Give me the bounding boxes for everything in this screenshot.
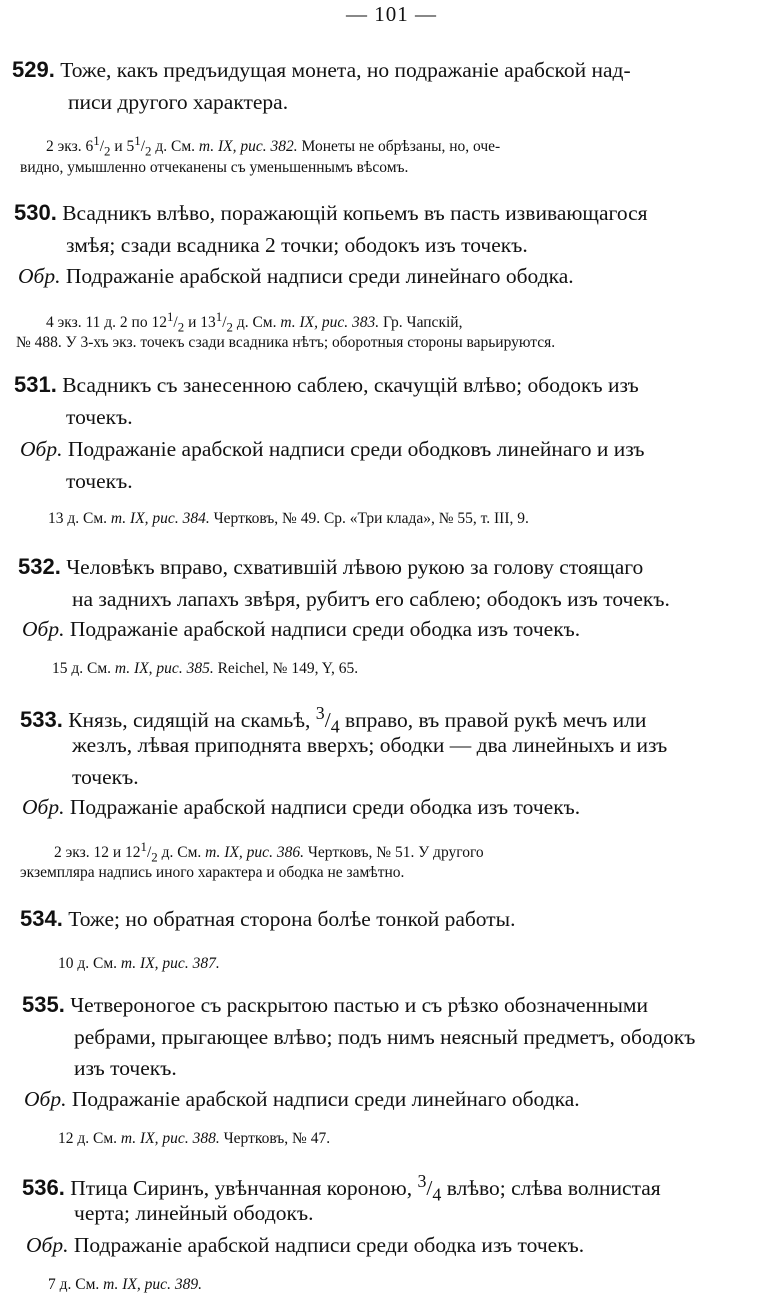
obverse-text: Подражаніе арабской надписи среди ободка изъ точекъ.: [73, 1233, 585, 1257]
entry-description: Всадникъ съ занесенною саблею, скачущій влѣво; ободокъ изъ: [62, 373, 639, 397]
entry-description-cont: черта; линейный ободокъ.: [74, 1201, 314, 1225]
entry-note-cont: видно, умышленно отчеканены съ уменьшеннымъ вѣсомъ.: [20, 159, 409, 176]
entry-description-cont: писи другого характера.: [68, 90, 289, 114]
entry-note: 13 д. См. т. IX, рис. 384. Чертковъ, № 49. Ср. «Три клада», № 55, т. III, 9.: [48, 510, 529, 527]
obverse-line: [20, 434, 644, 464]
entry-number: 530.: [14, 200, 57, 225]
obverse-label: Обр.: [18, 264, 61, 288]
entry-description: Птица Сиринъ, увѣнчанная короною,: [70, 1176, 418, 1201]
entry-number: 536.: [22, 1175, 65, 1201]
obverse-label: Обр.: [22, 617, 65, 641]
entry-description-cont: точекъ.: [66, 405, 133, 429]
entry-number: 532.: [18, 554, 61, 579]
entry-number: 533.: [20, 707, 63, 733]
obverse-text: Подражаніе арабской надписи среди линейнаго ободка.: [71, 1087, 580, 1111]
entry-description: Всадникъ влѣво, поражающій копьемъ въ пасть извивающагося: [62, 201, 648, 225]
entry-description-cont: на заднихъ лапахъ звѣря, рубитъ его саблею; ободокъ изъ точекъ.: [72, 587, 670, 611]
entry-description: Человѣкъ вправо, схватившій лѣвою рукою за голову стоящаго: [66, 555, 644, 579]
entry-description: Четвероногое съ раскрытою пастью и съ рѣзко обозначенными: [70, 993, 649, 1017]
obverse-text: Подражаніе арабской надписи среди ободковъ линейнаго и изъ: [67, 437, 645, 461]
entry-number: 531.: [14, 372, 57, 397]
entry-note: 2 экз. 12 и $12^1/_2$ д. См. т. IX, рис. 386. Чертковъ, № 51. У другого: [54, 839, 484, 865]
entry-note: 10 д. См. т. IX, рис. 387.: [58, 955, 220, 972]
obverse-line: [26, 1230, 584, 1260]
entry-number: 535.: [22, 992, 65, 1017]
fraction: 3: [315, 703, 325, 723]
entry-description-cont: ребрами, прыгающее влѣво; подъ нимъ неясный предметъ, ободокъ: [74, 1025, 696, 1049]
entry-line: [20, 904, 515, 934]
entry-description: Тоже, какъ предъидущая монета, но подражаніе арабской над-: [60, 58, 631, 82]
entry-description: Тоже; но обратная сторона болѣе тонкой работы.: [68, 907, 516, 931]
entry-line: [12, 55, 631, 85]
obverse-line: [24, 1084, 580, 1114]
entry-description: Князь, сидящій на скамьѣ,: [68, 708, 316, 733]
entry-note: 12 д. См. т. IX, рис. 388. Чертковъ, № 47.: [58, 1130, 331, 1147]
entry-description-cont: изъ точекъ.: [74, 1056, 177, 1080]
obverse-label: Обр.: [20, 437, 63, 461]
entry-note: 4 экз. 11 д. 2 по $12^1/_2$ и $13^1/_2$ д. См. т. IX, рис. 383. Гр. Чапскій,: [46, 309, 463, 335]
obverse-line: [22, 792, 580, 822]
obverse-text: Подражаніе арабской надписи среди линейнаго ободка.: [65, 264, 574, 288]
entry-line: [18, 552, 643, 582]
page-number: — 101 —: [346, 2, 437, 26]
entry-note: 7 д. См. т. IX, рис. 389.: [48, 1276, 202, 1293]
entry-number: 534.: [20, 906, 63, 931]
entry-line: [14, 370, 639, 400]
entry-line: 536. Птица Сиринъ, увѣнчанная короною, $^3/_4$ влѣво; слѣва волнистая: [22, 1171, 661, 1205]
fraction: 3: [417, 1171, 427, 1191]
entry-line: 533. Князь, сидящій на скамьѣ, $^3/_4$ вправо, въ правой рукѣ мечъ или: [20, 703, 647, 737]
entry-note: 15 д. См. т. IX, рис. 385. Reichel, № 149, Y, 65.: [52, 660, 359, 677]
obverse-text: Подражаніе арабской надписи среди ободка изъ точекъ.: [69, 795, 581, 819]
entry-note-cont: экземпляра надпись иного характера и ободка не замѣтно.: [20, 864, 405, 881]
entry-line: [14, 198, 648, 228]
entry-line: [22, 990, 648, 1020]
entry-description-cont: змѣя; сзади всадника 2 точки; ободокъ изъ точекъ.: [66, 233, 528, 257]
obverse-line: [22, 614, 580, 644]
entry-description-cont: жезлъ, лѣвая приподнята вверхъ; ободки — два линейныхъ и изъ: [72, 733, 668, 757]
obverse-label: Обр.: [24, 1087, 67, 1111]
entry-note-cont: № 488. У 3-хъ экз. точекъ сзади всадника нѣтъ; оборотныя стороны варьируются.: [16, 334, 556, 351]
obverse-label: Обр.: [22, 795, 65, 819]
obverse-line: [18, 261, 574, 291]
obverse-text-cont: точекъ.: [66, 469, 133, 493]
entry-description-cont: точекъ.: [72, 765, 139, 789]
entry-number: 529.: [12, 57, 55, 82]
obverse-label: Обр.: [26, 1233, 69, 1257]
obverse-text: Подражаніе арабской надписи среди ободка изъ точекъ.: [69, 617, 581, 641]
entry-note: 2 экз. $6^1/_2$ и $5^1/_2$ д. См. т. IX, рис. 382. Монеты не обрѣзаны, но, оче-: [46, 133, 501, 159]
